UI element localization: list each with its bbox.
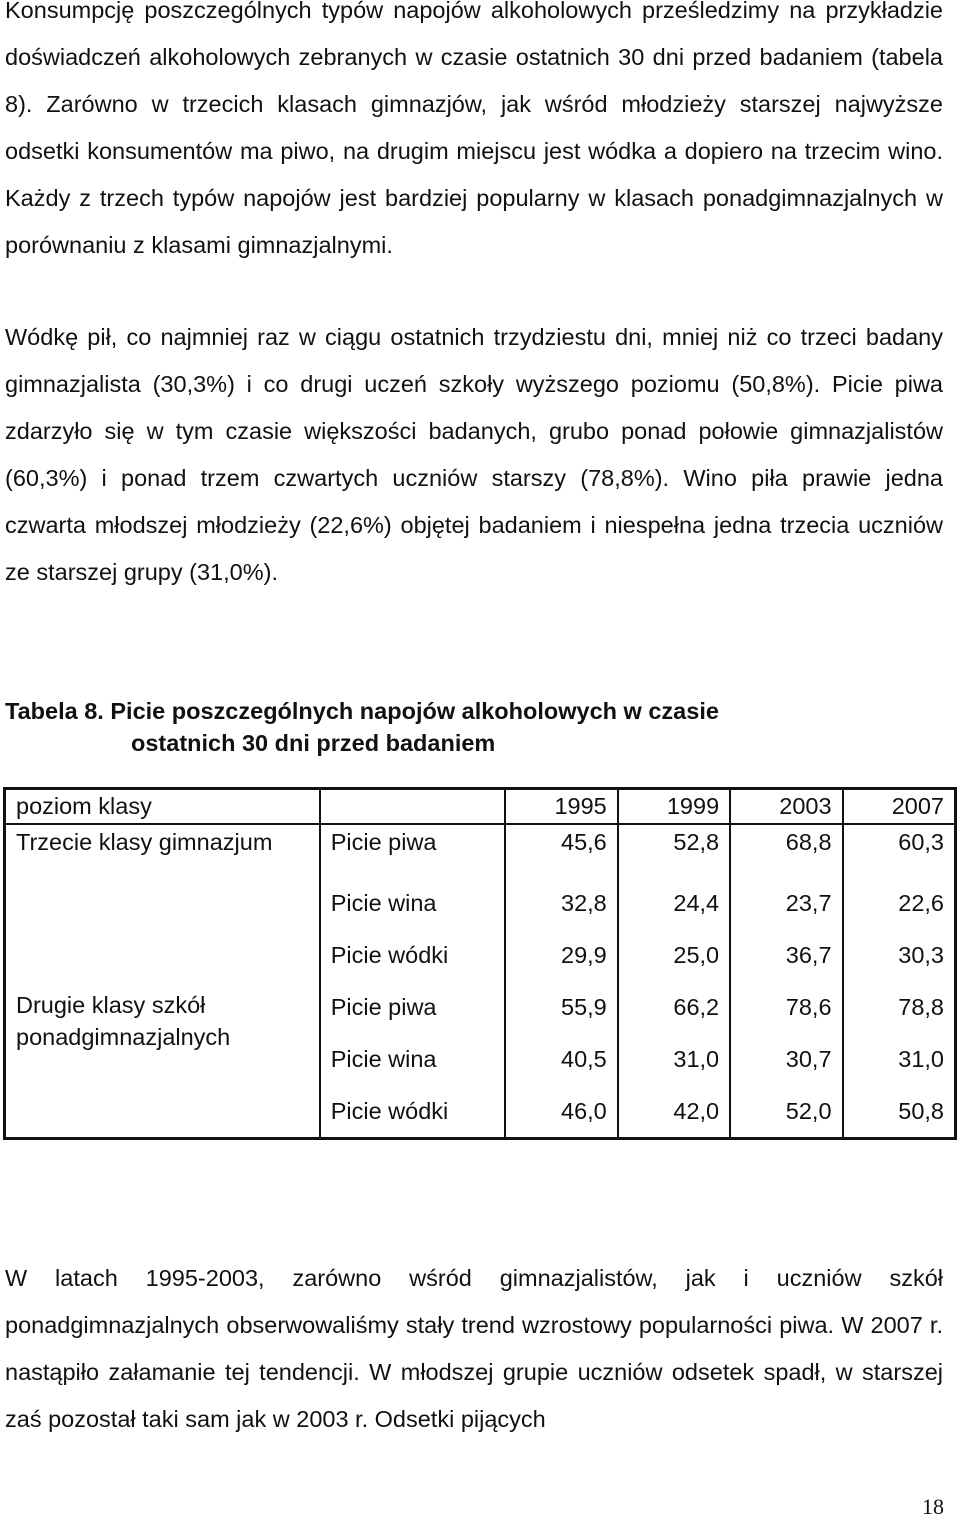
table-cell: 30,7	[730, 1033, 842, 1085]
paragraph-vodka-beer-wine: Wódkę pił, co najmniej raz w ciągu ostatnich trzydziestu dni, mniej niż co trzeci badany gimnazjalista (30,3%) i co drugi uczeń szkoły wyższego poziomu (50,8%). Picie piwa zdarzyło się w tym czasie większości badanych, grubo ponad połowie gimnazjalistów (60,3%) i ponad trzem czwartych uczniów starszy (78,8%). Wino piła prawie jedna czwarta młodszej młodzieży (22,6%) objętej badaniem i niespełna jedna trzecia uczniów ze starszej grupy (31,0%).	[5, 324, 943, 585]
table-cell: 46,0	[505, 1085, 617, 1139]
header-year: 1999	[618, 789, 730, 825]
header-level: poziom klasy	[5, 789, 320, 825]
row-label: Picie wódki	[320, 1085, 506, 1139]
header-year: 2003	[730, 789, 842, 825]
table-cell: 52,8	[618, 824, 730, 877]
table-cell: 60,3	[843, 824, 956, 877]
table-header-row	[5, 789, 956, 825]
header-empty	[320, 789, 506, 825]
table-cell: 36,7	[730, 929, 842, 981]
row-label: Picie wódki	[320, 929, 506, 981]
table-cell: 52,0	[730, 1085, 842, 1139]
table-caption-title-line1: Picie poszczególnych napojów alkoholowych w czasie	[110, 698, 719, 724]
table-cell: 23,7	[730, 877, 842, 929]
table-cell: 29,9	[505, 929, 617, 981]
table-cell: 22,6	[843, 877, 956, 929]
table-cell: 31,0	[843, 1033, 956, 1085]
table-cell: 78,6	[730, 981, 842, 1033]
table-caption-title-line2: ostatnich 30 dni przed badaniem	[131, 730, 496, 756]
table-cell: 25,0	[618, 929, 730, 981]
table-cell: 31,0	[618, 1033, 730, 1085]
row-label: Picie piwa	[320, 824, 506, 877]
table-cell: 50,8	[843, 1085, 956, 1139]
header-year: 2007	[843, 789, 956, 825]
table-cell: 40,5	[505, 1033, 617, 1085]
table-cell: 32,8	[505, 877, 617, 929]
row-label: Picie piwa	[320, 981, 506, 1033]
table-row	[5, 824, 956, 877]
page-number: 18	[922, 1494, 944, 1519]
row-label: Picie wina	[320, 1033, 506, 1085]
table-cell: 78,8	[843, 981, 956, 1033]
table-row	[5, 981, 956, 1033]
paragraph-intro: Konsumpcję poszczególnych typów napojów alkoholowych prześledzimy na przykładzie doświadczeń alkoholowych zebranych w czasie ostatnich 30 dni przed badaniem (tabela 8). Zarówno w trzecich klasach gimnazjów, jak wśród młodzieży starszej najwyższe odsetki konsumentów ma piwo, na drugim miejscu jest wódka a dopiero na trzecim wino. Każdy z trzech typów napojów jest bardziej popularny w klasach ponadgimnazjalnych w porównaniu z klasami gimnazjalnymi.	[5, 0, 943, 258]
group-name: Drugie klasy szkół ponadgimnazjalnych	[16, 992, 231, 1050]
data-table	[3, 787, 957, 1140]
table-cell: 24,4	[618, 877, 730, 929]
table-cell: 30,3	[843, 929, 956, 981]
table-cell: 42,0	[618, 1085, 730, 1139]
table-caption	[5, 695, 945, 759]
table-cell: 68,8	[730, 824, 842, 877]
row-label: Picie wina	[320, 877, 506, 929]
table-caption-label: Tabela 8.	[5, 698, 104, 724]
table-cell: 55,9	[505, 981, 617, 1033]
table-cell: 66,2	[618, 981, 730, 1033]
table-cell: 45,6	[505, 824, 617, 877]
header-year: 1995	[505, 789, 617, 825]
paragraph-trends: W latach 1995-2003, zarówno wśród gimnazjalistów, jak i uczniów szkół ponadgimnazjalnych obserwowaliśmy stały trend wzrostowy popularności piwa. W 2007 r. nastąpiło załamanie tej tendencji. W młodszej grupie uczniów odsetek spadł, w starszej zaś pozostał taki sam jak w 2003 r. Odsetki pijących	[5, 1265, 943, 1432]
group-name: Trzecie klasy gimnazjum	[16, 829, 273, 855]
